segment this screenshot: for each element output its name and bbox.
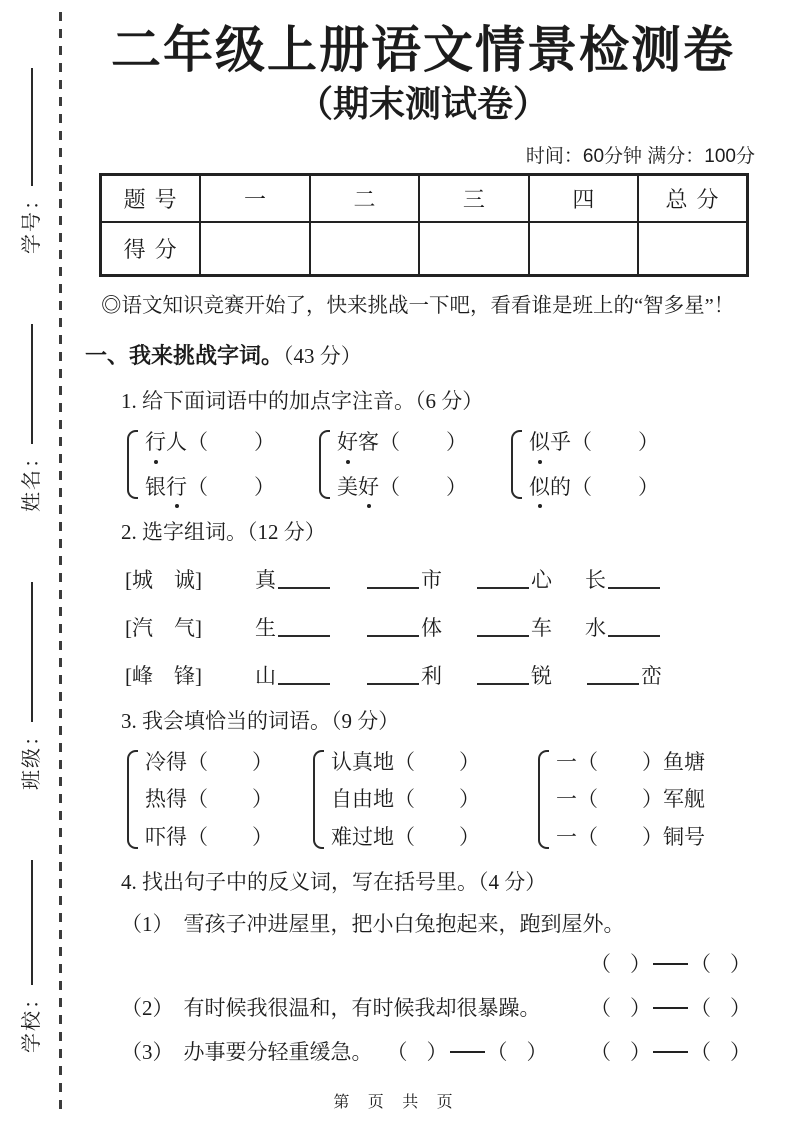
paren-open: （ — [386, 1039, 408, 1064]
item-char: 心 — [531, 567, 552, 592]
score-cell — [200, 222, 309, 276]
pinyin-item — [145, 428, 275, 456]
sentence: 有时候我很温和，有时候我却很暴躁。 — [183, 995, 541, 1020]
paren-open: （ — [486, 1039, 508, 1064]
fill-blank — [367, 587, 419, 589]
paren-open: （ — [590, 951, 611, 976]
score-cell — [529, 222, 638, 276]
phrase-item — [145, 823, 273, 851]
item-char: 峦 — [641, 663, 662, 688]
paren-close: ） — [459, 824, 480, 849]
item-char: 长 — [585, 567, 606, 592]
paren-close: ） — [254, 430, 275, 455]
phrase-item — [331, 748, 480, 776]
fill-blank — [278, 683, 330, 685]
question-4-item-3 — [121, 1036, 751, 1066]
paren-close: ） — [642, 787, 663, 812]
dotted-char: 好 — [358, 473, 379, 501]
dotted-char: 行 — [166, 473, 187, 501]
pinyin-item — [337, 428, 467, 456]
word-pre: 热得 — [145, 787, 187, 812]
antonym-pair — [387, 1036, 548, 1066]
fill-blank — [477, 683, 529, 685]
score-header-three: 三 — [419, 175, 528, 223]
paren-open: （ — [571, 430, 592, 455]
score-table — [99, 173, 749, 277]
paren-close: ） — [252, 824, 273, 849]
fill-blank — [587, 683, 639, 685]
item-char: 水 — [585, 615, 606, 640]
item-char: 市 — [421, 567, 442, 592]
class-fill-blank — [31, 582, 33, 722]
word-pre: 认真地 — [331, 749, 394, 774]
paren-open: （ — [577, 824, 598, 849]
antonym-pair — [590, 952, 751, 976]
item-number: （2） — [121, 995, 174, 1020]
phrase-item — [331, 785, 480, 813]
paren-close: ） — [252, 787, 273, 812]
name-label: 姓名： — [20, 446, 43, 512]
phrase-item — [145, 785, 273, 813]
word-pre: 吓得 — [145, 824, 187, 849]
word-pre: 一 — [556, 749, 577, 774]
item-char: 锐 — [531, 663, 552, 688]
question-4-label: 4. 找出句子中的反义词，写在括号里。（4 分） — [121, 869, 547, 894]
question-2-label: 2. 选字组词。（12 分） — [121, 519, 326, 544]
student-number-fill-blank — [31, 68, 33, 186]
question-3-groups — [127, 748, 761, 851]
word-pre: 美 — [337, 474, 358, 499]
item-char: 利 — [421, 663, 442, 688]
item-char: 生 — [255, 615, 276, 640]
pinyin-item — [529, 473, 659, 501]
sidebar-field-name — [15, 324, 44, 512]
fill-word-item — [365, 612, 475, 642]
paren-open: （ — [379, 430, 400, 455]
paren-close: ） — [252, 749, 273, 774]
paren-close: ） — [459, 749, 480, 774]
antonym-pair — [590, 1036, 751, 1066]
paren-close: ） — [642, 749, 663, 774]
score-cell — [310, 222, 419, 276]
paren-close: ） — [254, 474, 275, 499]
fill-blank — [367, 635, 419, 637]
dash-line — [653, 1051, 688, 1053]
phrase-item — [331, 823, 480, 851]
question-4-item-2 — [121, 992, 751, 1022]
paren-close: ） — [638, 430, 659, 455]
page-title: 二年级上册语文情景检测卷 — [111, 22, 735, 78]
item-number: （3） — [121, 1039, 174, 1064]
fill-blank — [608, 635, 660, 637]
fill-word-item — [585, 564, 662, 594]
paren-close: ） — [446, 430, 467, 455]
section-one-points: （43 分） — [283, 344, 362, 369]
paren-close: ） — [526, 1039, 548, 1064]
paren-close: ） — [638, 474, 659, 499]
fill-word-item — [255, 612, 365, 642]
paren-close: ） — [446, 474, 467, 499]
name-fill-blank — [31, 324, 33, 444]
fill-word-item — [255, 564, 365, 594]
paren-open: （ — [394, 824, 415, 849]
brace-left-icon — [127, 430, 138, 499]
paren-open: （ — [187, 824, 208, 849]
paren-open: （ — [187, 430, 208, 455]
section-one-heading — [85, 339, 761, 370]
score-table-score-row — [101, 222, 748, 276]
paren-close: ） — [630, 951, 651, 976]
paren-open: （ — [590, 1039, 611, 1064]
score-table-header-row — [101, 175, 748, 223]
paren-close: ） — [426, 1039, 448, 1064]
school-label: 学校： — [20, 987, 43, 1053]
paren-open: （ — [690, 951, 711, 976]
fill-blank — [278, 635, 330, 637]
main-content — [85, 0, 761, 1066]
student-info-margin — [6, 68, 52, 1053]
paren-close: ） — [630, 1039, 651, 1064]
phrase-item — [556, 785, 705, 813]
choices-bracket: [城 诚] — [125, 567, 202, 592]
question-1-groups — [127, 428, 761, 501]
pinyin-item — [337, 473, 467, 501]
pinyin-group — [511, 428, 659, 501]
paren-close: ） — [730, 951, 751, 976]
word-post: 客 — [358, 430, 379, 455]
antonym-answer-line — [85, 948, 751, 978]
fill-blank — [608, 587, 660, 589]
brace-left-icon — [538, 750, 549, 849]
paren-open: （ — [187, 474, 208, 499]
paren-open: （ — [379, 474, 400, 499]
fill-blank — [477, 587, 529, 589]
section-one-title: 一、我来挑战字词。 — [85, 343, 284, 369]
paren-open: （ — [187, 749, 208, 774]
sentence: 办事要分轻重缓急。 — [183, 1039, 373, 1064]
phrase-group — [538, 748, 705, 851]
word-pre: 银 — [145, 474, 166, 499]
pinyin-group — [319, 428, 467, 501]
intro-note: ◎语文知识竞赛开始了，快来挑战一下吧，看看谁是班上的“智多星”！ — [101, 295, 735, 318]
word-post: 军舰 — [663, 787, 705, 812]
paren-open: （ — [577, 787, 598, 812]
brace-left-icon — [319, 430, 330, 499]
score-cell — [419, 222, 528, 276]
phrase-item — [145, 748, 273, 776]
class-label: 班级： — [20, 724, 43, 790]
paren-open: （ — [394, 749, 415, 774]
phrase-item — [556, 748, 705, 776]
paren-close: ） — [730, 995, 751, 1020]
sidebar-field-student-number — [15, 68, 44, 254]
paren-close: ） — [642, 824, 663, 849]
fill-word-item — [255, 660, 365, 690]
score-row-label: 得分 — [101, 222, 201, 276]
word-post: 铜号 — [663, 824, 705, 849]
pinyin-group — [127, 428, 275, 501]
score-header-two: 二 — [310, 175, 419, 223]
choices-bracket: [峰 锋] — [125, 663, 202, 688]
exam-meta: 时间：60分钟 满分：100分 — [525, 146, 755, 168]
dash-line — [653, 1007, 688, 1009]
score-header-one: 一 — [200, 175, 309, 223]
score-cell — [638, 222, 747, 276]
word-post: 人 — [166, 430, 187, 455]
paren-open: （ — [577, 749, 598, 774]
fill-word-item — [365, 660, 475, 690]
word-post: 乎 — [550, 430, 571, 455]
dotted-char: 行 — [145, 428, 166, 456]
fill-blank — [367, 683, 419, 685]
phrase-item — [556, 823, 705, 851]
paren-open: （ — [394, 787, 415, 812]
brace-left-icon — [511, 430, 522, 499]
word-pre: 冷得 — [145, 749, 187, 774]
word-pre: 一 — [556, 824, 577, 849]
choose-word-row — [125, 660, 761, 690]
choose-word-row — [125, 564, 761, 594]
item-char: 体 — [421, 615, 442, 640]
fill-blank — [477, 635, 529, 637]
paren-close: ） — [459, 787, 480, 812]
fill-word-item — [475, 612, 585, 642]
paren-open: （ — [590, 995, 611, 1020]
item-char: 真 — [255, 567, 276, 592]
score-header-question-number: 题号 — [101, 175, 201, 223]
dotted-char: 似 — [529, 428, 550, 456]
choices-bracket: [汽 气] — [125, 615, 202, 640]
question-4-item-1 — [85, 908, 761, 978]
sidebar-field-class — [15, 582, 44, 790]
fill-blank — [278, 587, 330, 589]
choose-word-row — [125, 612, 761, 642]
item-char: 车 — [531, 615, 552, 640]
paren-open: （ — [690, 995, 711, 1020]
score-header-four: 四 — [529, 175, 638, 223]
dash-line — [653, 963, 688, 965]
student-number-label: 学号： — [20, 188, 43, 254]
item-number: （1） — [121, 911, 174, 936]
page-subtitle: （期末测试卷） — [296, 83, 549, 124]
dash-line — [450, 1051, 485, 1053]
pinyin-item — [529, 428, 659, 456]
pinyin-item — [145, 473, 275, 501]
score-header-total: 总分 — [638, 175, 747, 223]
school-fill-blank — [31, 860, 33, 985]
paren-close: ） — [630, 995, 651, 1020]
margin-dashed-line — [59, 12, 62, 1110]
footer-page-info: 第 页 共 页 — [333, 1094, 460, 1111]
brace-left-icon — [127, 750, 138, 849]
dotted-char: 似 — [529, 473, 550, 501]
phrase-group — [127, 748, 273, 851]
paren-open: （ — [187, 787, 208, 812]
paren-close: ） — [730, 1039, 751, 1064]
paren-open: （ — [571, 474, 592, 499]
fill-word-item — [475, 660, 585, 690]
word-pre: 难过地 — [331, 824, 394, 849]
paren-open: （ — [690, 1039, 711, 1064]
fill-word-item — [585, 660, 662, 690]
dotted-char: 好 — [337, 428, 358, 456]
question-3-label: 3. 我会填恰当的词语。（9 分） — [121, 708, 400, 733]
word-pre: 一 — [556, 787, 577, 812]
word-pre: 自由地 — [331, 787, 394, 812]
fill-word-item — [475, 564, 585, 594]
word-post: 鱼塘 — [663, 749, 705, 774]
sentence: 雪孩子冲进屋里，把小白兔抱起来，跑到屋外。 — [183, 911, 625, 936]
fill-word-item — [585, 612, 662, 642]
brace-left-icon — [313, 750, 324, 849]
sidebar-field-school — [15, 860, 44, 1053]
item-char: 山 — [255, 663, 276, 688]
question-1-label: 1. 给下面词语中的加点字注音。（6 分） — [121, 389, 484, 414]
phrase-group — [313, 748, 480, 851]
antonym-pair — [590, 992, 751, 1022]
word-post: 的 — [550, 474, 571, 499]
fill-word-item — [365, 564, 475, 594]
